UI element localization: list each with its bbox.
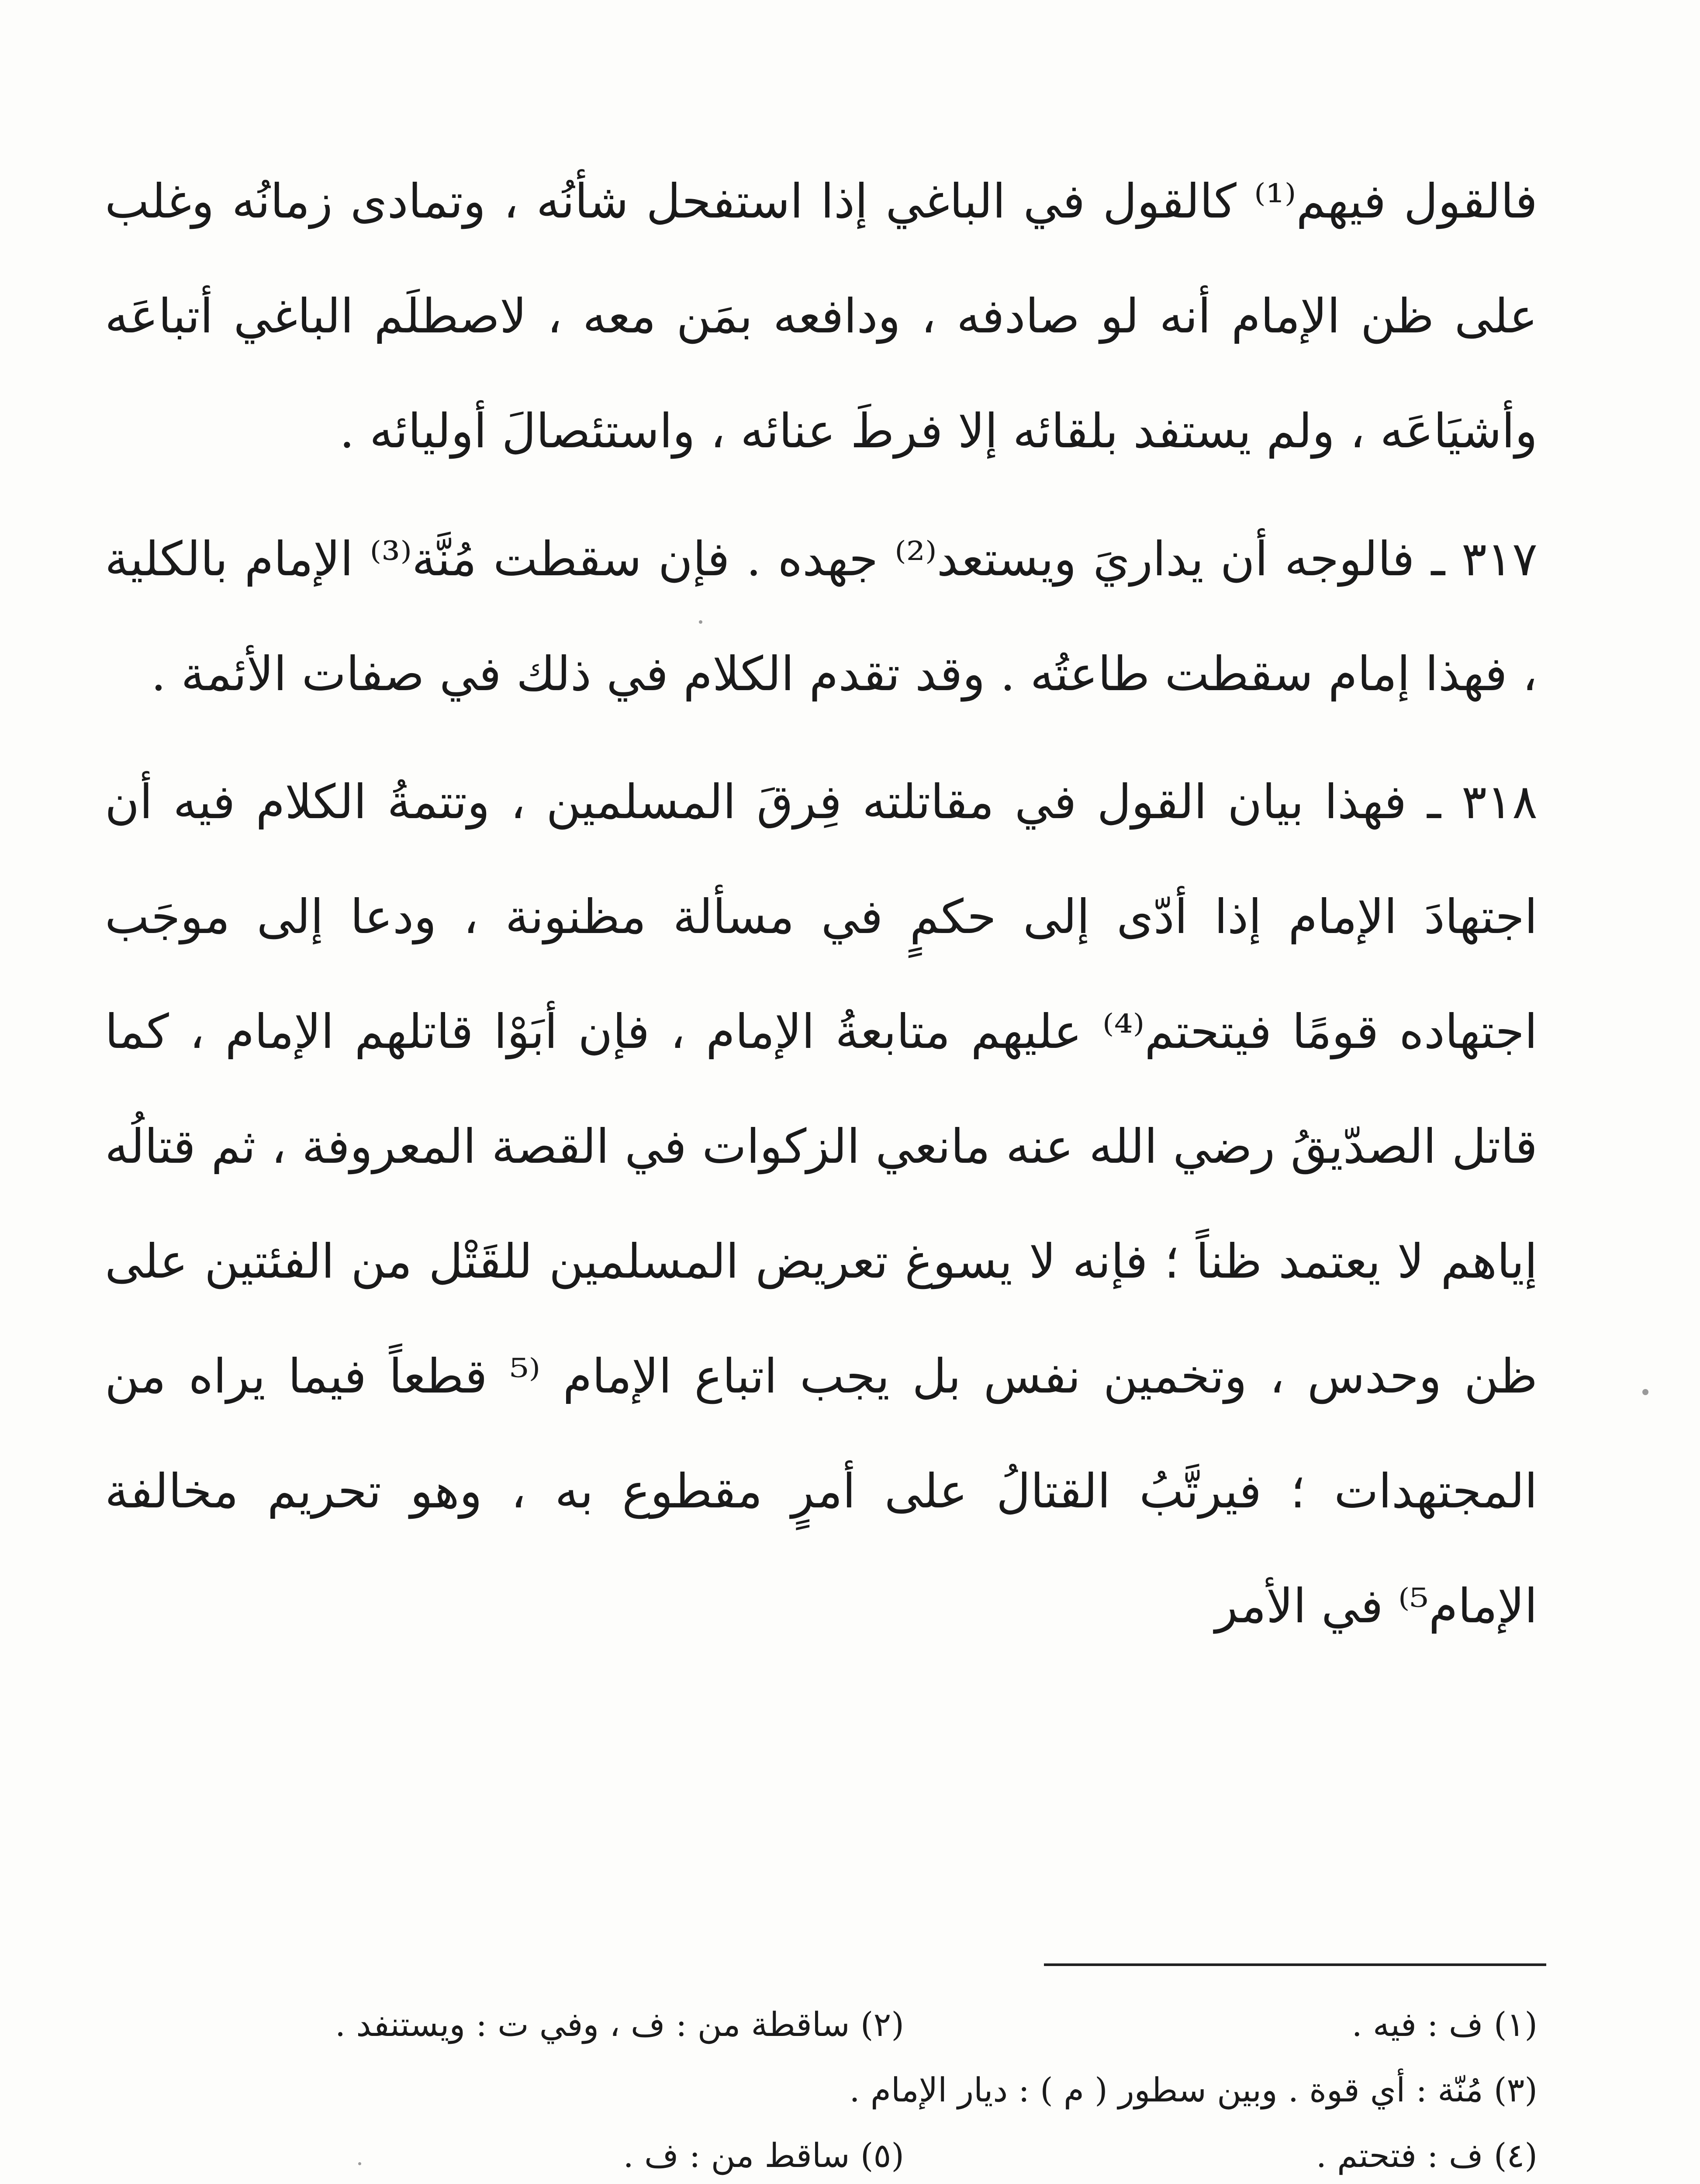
footnote-row	[105, 2057, 1538, 2123]
footnote-3: (٣) مُنّة : أي قوة . وبين سطور ( م ) : ديار الإمام .	[849, 2070, 1538, 2109]
main-text	[105, 144, 1538, 1664]
scan-speck	[1642, 1389, 1648, 1395]
footnotes	[105, 1992, 1538, 2184]
footnote-2: (٢) ساقطة من : ف ، وفي ت : ويستنفد .	[335, 2005, 904, 2044]
footnote-row	[105, 2123, 1538, 2184]
paragraph-318: ٣١٨ ـ فهذا بيان القول في مقاتلته فِرقَ المسلمين ، وتتمةُ الكلام فيه أن اجتهادَ الإمام إذا أدّى إلى حكمٍ في مسألة مظنونة ، ودعا إلى موجَب اجتهاده قومًا فيتحتم⁽⁴⁾ عليهم متابعةُ الإمام ، فإن أبَوْا قاتلهم الإمام ، كما قاتل الصدّيقُ رضي الله عنه مانعي الزكوات في القصة المعروفة ، ثم قتالُه إياهم لا يعتمد ظناً ؛ فإنه لا يسوغ تعريض المسلمين للقَتْل من الفئتين على ظن وحدس ، وتخمين نفس بل يجب اتباع الإمام ⁽⁵ قطعاً فيما يراه من المجتهدات ؛ فيرتَّبُ القتالُ على أمرٍ مقطوع به ، وهو تحريم مخالفة الإمام⁵⁾ في الأمر	[105, 775, 1538, 1634]
paragraph-317: ٣١٧ ـ فالوجه أن يداريَ ويستعد⁽²⁾ جهده . فإن سقطت مُنَّة⁽³⁾ الإمام بالكلية ، فهذا إمام سقطت طاعتُه . وقد تقدم الكلام في ذلك في صفات الأئمة .	[105, 532, 1538, 702]
scan-speck	[358, 2162, 361, 2165]
scan-speck	[699, 620, 702, 624]
footnote-1: (١) ف : فيه .	[1351, 2005, 1538, 2044]
footnote-row	[105, 1992, 1538, 2057]
footnote-5: (٥) ساقط من : ف .	[623, 2136, 904, 2175]
footnote-divider	[1044, 1963, 1546, 1966]
footnote-4: (٤) ف : فتحتم .	[1316, 2136, 1538, 2175]
paragraph-1: فالقول فيهم⁽¹⁾ كالقول في الباغي إذا استفحل شأنُه ، وتمادى زمانُه وغلب على ظن الإمام أنه لو صادفه ، ودافعه بمَن معه ، لاصطلَم الباغي أتباعَه وأشيَاعَه ، ولم يستفد بلقائه إلا فرطَ عنائه ، واستئصالَ أوليائه .	[105, 174, 1538, 459]
